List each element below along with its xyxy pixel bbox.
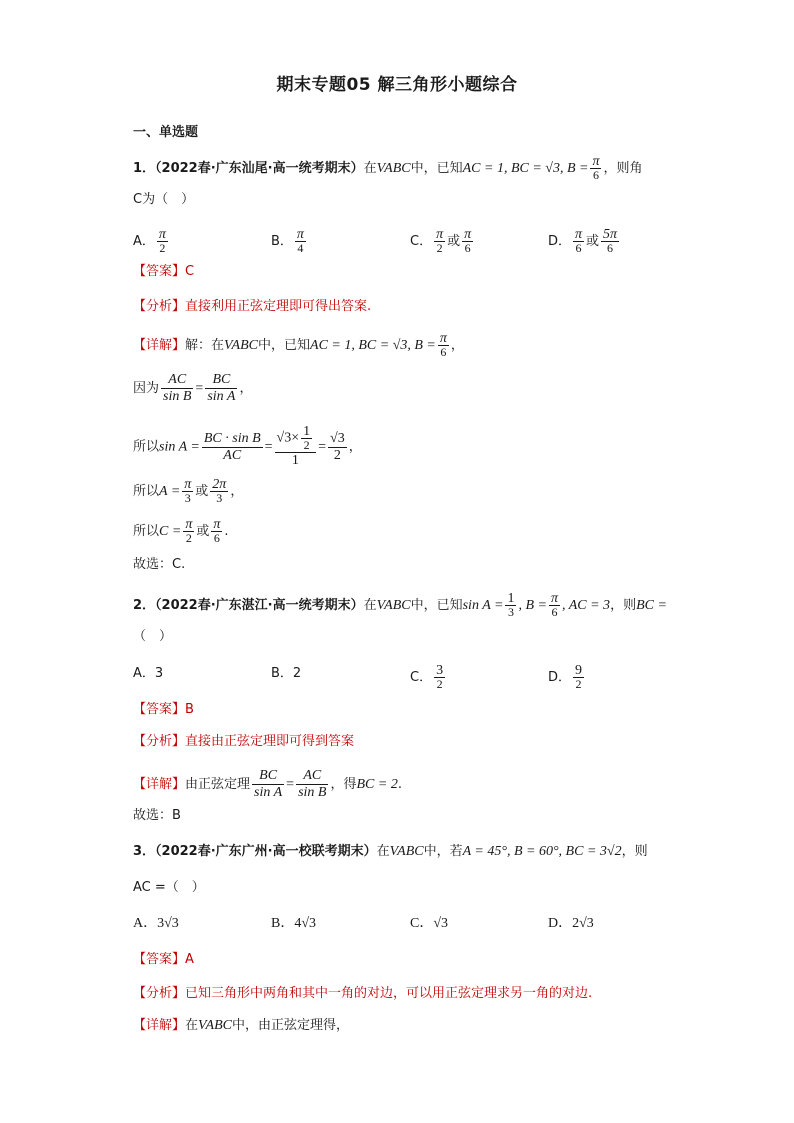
q1-detail: 【详解】解：在VABC中，已知AC = 1, BC = √3, B = $\frac{\pi}{6}$ ，	[133, 331, 464, 359]
q2-option-d: D． $\frac{9}{2}$	[548, 663, 583, 691]
q1-step-C: 所以C = $\frac{\pi}{2}$ 或 $\frac{\pi}{6}$ .	[133, 517, 229, 545]
q3-option-b: B．4√3	[271, 916, 317, 931]
q1-analysis: 【分析】直接利用正弦定理即可得出答案.	[133, 299, 372, 314]
q3-option-c: C．√3	[410, 916, 449, 931]
q2-detail: 【详解】由正弦定理 $\frac{BC}{\text{sin A}}$ = $\frac{AC}{\text{sin B}}$ ，得BC = 2.	[133, 768, 402, 800]
q2-option-b: B．2	[271, 666, 302, 681]
q3-option-a: A．3√3	[133, 916, 179, 931]
page-title: 期末专题05 解三角形小题综合	[276, 75, 518, 95]
question-2-stem-line2: （ ）	[133, 629, 173, 644]
q2-answer: 【答案】B	[133, 702, 194, 717]
q3-detail: 【详解】在VABC中，由正弦定理得，	[133, 1018, 350, 1033]
q1-option-c: C． $\frac{\pi}{2}$ 或 $\frac{\pi}{6}$	[410, 227, 472, 255]
question-number: 1．	[133, 161, 156, 176]
q2-option-a: A．3	[133, 666, 164, 681]
q3-analysis: 【分析】已知三角形中两角和其中一角的对边，可以用正弦定理求另一角的对边.	[133, 986, 593, 1001]
q1-step-sinA: 所以sin A = $\frac{\text{BC · sin B}}{AC}$ = √3× $\frac{1}{2}$ 1 = $\frac{√3}{2}$ ，	[133, 424, 362, 468]
question-3-stem: 3．（2022春·广东广州·高一校联考期末）在VABC中，若A = 45°, B = 60°, BC = 3√2，则	[133, 844, 648, 859]
question-2-stem: 2．（2022春·广东湛江·高一统考期末）在VABC中，已知sin A = $\frac{1}{3}$ , B = $\frac{\pi}{6}$ , AC = 3，则BC =	[133, 591, 667, 619]
q1-step-A: 所以A = $\frac{\pi}{3}$ 或 $\frac{2\pi}{3}$ ，	[133, 477, 244, 505]
q1-step-since: 因为 $\frac{AC}{\text{sin B}}$ = $\frac{BC}{\text{sin A}}$ ，	[133, 372, 253, 404]
q2-analysis: 【分析】直接由正弦定理即可得到答案	[133, 734, 355, 749]
question-3-stem-line2: AC =（ ）	[133, 880, 205, 895]
q1-answer: 【答案】C	[133, 264, 195, 279]
q3-option-d: D．2√3	[548, 916, 594, 931]
q1-option-a: A． $\frac{\pi}{2}$	[133, 227, 166, 255]
question-1-stem-line2: C为（ ）	[133, 192, 195, 207]
q1-conclusion: 故选：C.	[133, 557, 186, 572]
question-source: （2022春·广东汕尾·高一统考期末）	[155, 161, 364, 176]
q1-option-b: B． $\frac{\pi}{4}$	[271, 227, 304, 255]
q2-option-c: C． $\frac{3}{2}$	[410, 663, 444, 691]
section-heading: 一、单选题	[133, 125, 199, 140]
q3-answer: 【答案】A	[133, 952, 194, 967]
q2-conclusion: 故选：B	[133, 808, 181, 823]
q1-option-d: D． $\frac{\pi}{6}$ 或 $\frac{5\pi}{6}$	[548, 227, 618, 255]
question-1-stem: 1．（2022春·广东汕尾·高一统考期末）在VABC中，已知AC = 1, BC = √3, B = $\frac{\pi}{6}$ ，则角	[133, 154, 643, 182]
